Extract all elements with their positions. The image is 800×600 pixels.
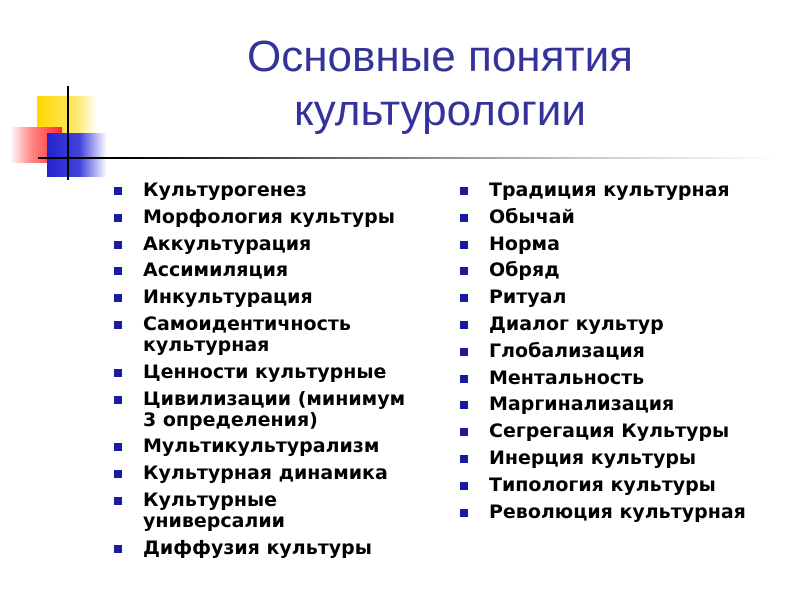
list-item xyxy=(458,502,788,523)
list-item-label: Культурная динамика xyxy=(143,462,388,485)
list-item xyxy=(458,314,788,335)
list-item xyxy=(112,260,428,281)
list-item-label: Обряд xyxy=(489,259,560,282)
list-item xyxy=(112,234,428,255)
list-item xyxy=(458,207,788,228)
square-bullet-icon xyxy=(114,470,122,478)
square-bullet-icon xyxy=(460,455,468,463)
list-item xyxy=(112,314,428,356)
list-item-label: Норма xyxy=(489,232,560,255)
right-concept-list xyxy=(458,180,788,528)
square-bullet-icon xyxy=(460,509,468,517)
square-bullet-icon xyxy=(460,482,468,490)
list-item xyxy=(112,463,428,484)
square-bullet-icon xyxy=(460,348,468,356)
slide-title-line: Основные понятия xyxy=(247,32,633,81)
list-item xyxy=(112,389,428,431)
square-bullet-icon xyxy=(114,267,122,275)
square-bullet-icon xyxy=(114,545,122,553)
square-bullet-icon xyxy=(114,443,122,451)
list-item-label: Культурные универсалии xyxy=(143,488,285,532)
list-item-label: Обычай xyxy=(489,205,575,228)
square-bullet-icon xyxy=(114,396,122,404)
square-bullet-icon xyxy=(460,321,468,329)
list-item-label: Диалог культур xyxy=(489,312,664,335)
square-bullet-icon xyxy=(460,241,468,249)
list-item xyxy=(458,368,788,389)
list-item xyxy=(112,362,428,383)
list-item-label: Ритуал xyxy=(489,286,567,309)
list-item xyxy=(112,538,428,559)
slide-title-line: культурологии xyxy=(294,86,586,135)
square-bullet-icon xyxy=(114,214,122,222)
list-item-label: Диффузия культуры xyxy=(143,536,372,559)
list-item xyxy=(458,394,788,415)
square-bullet-icon xyxy=(114,241,122,249)
list-item xyxy=(458,260,788,281)
vertical-rule xyxy=(67,86,69,180)
list-item-label: Культурогенез xyxy=(143,179,307,201)
list-item-label: Ассимиляция xyxy=(143,259,289,282)
square-bullet-icon xyxy=(460,375,468,383)
list-item-label: Глобализация xyxy=(489,339,645,362)
square-bullet-icon xyxy=(114,497,122,505)
list-item xyxy=(458,421,788,442)
blue-square-decoration xyxy=(47,133,107,177)
list-item-label: Ценности культурные xyxy=(143,360,387,383)
list-item xyxy=(112,490,428,532)
list-item-label: Самоидентичность культурная xyxy=(143,312,351,356)
list-item-label: Типология культуры xyxy=(489,473,716,496)
list-item xyxy=(112,207,428,228)
square-bullet-icon xyxy=(114,369,122,377)
list-item xyxy=(458,180,788,201)
list-item-label: Инерция культуры xyxy=(489,446,697,469)
list-item xyxy=(112,287,428,308)
square-bullet-icon xyxy=(114,294,122,302)
list-item-label: Мультикультурализм xyxy=(143,435,380,458)
list-item-label: Революция культурная xyxy=(489,500,746,523)
square-bullet-icon xyxy=(460,401,468,409)
list-item-label: Традиция культурная xyxy=(489,179,730,201)
left-concept-list xyxy=(112,180,428,565)
square-bullet-icon xyxy=(114,321,122,329)
square-bullet-icon xyxy=(460,294,468,302)
square-bullet-icon xyxy=(460,187,468,195)
list-item-label: Аккультурация xyxy=(143,232,312,255)
list-item xyxy=(458,287,788,308)
list-item xyxy=(458,475,788,496)
square-bullet-icon xyxy=(114,187,122,195)
square-bullet-icon xyxy=(460,267,468,275)
list-item xyxy=(112,436,428,457)
list-item-label: Инкультурация xyxy=(143,286,313,309)
list-item-label: Морфология культуры xyxy=(143,205,395,228)
list-item xyxy=(458,448,788,469)
list-item xyxy=(458,234,788,255)
list-item-label: Ментальность xyxy=(489,366,645,389)
list-item xyxy=(112,180,428,201)
list-item-label: Сегрегация Культуры xyxy=(489,420,730,443)
list-item xyxy=(458,341,788,362)
title-underline-rule xyxy=(38,157,780,159)
list-item-label: Маргинализация xyxy=(489,393,675,416)
square-bullet-icon xyxy=(460,214,468,222)
list-item-label: Цивилизации (минимум 3 определения) xyxy=(143,387,406,431)
slide-title xyxy=(200,30,680,138)
square-bullet-icon xyxy=(460,428,468,436)
